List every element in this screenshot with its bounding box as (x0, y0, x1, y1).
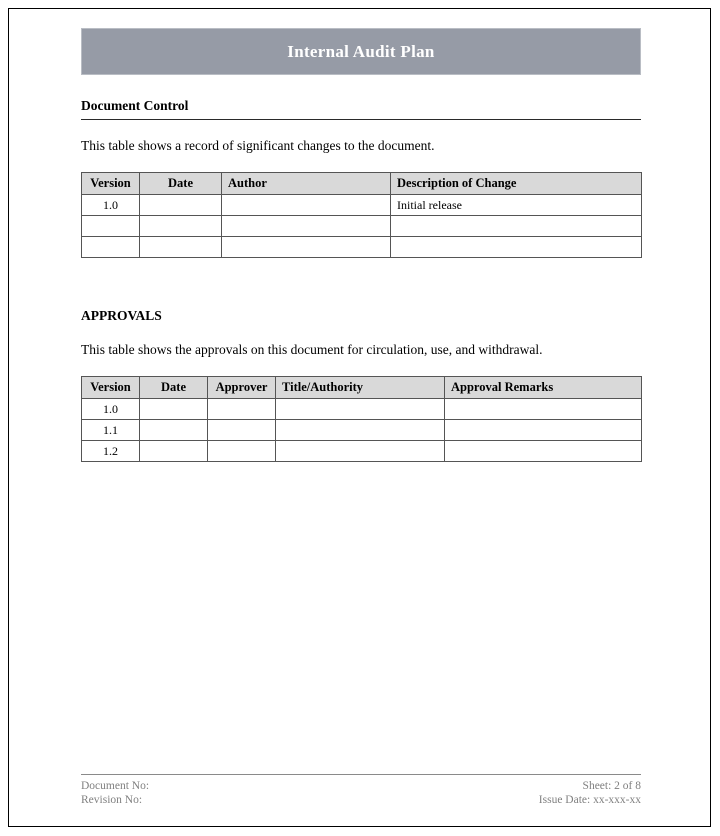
column-header-description: Description of Change (391, 173, 642, 195)
cell-approver[interactable] (208, 399, 276, 420)
document-page (8, 8, 711, 827)
cell-date[interactable] (140, 237, 222, 258)
cell-date[interactable] (140, 216, 222, 237)
cell-author[interactable] (222, 195, 391, 216)
table-header-row (82, 377, 642, 399)
cell-version[interactable] (82, 237, 140, 258)
approvals-table (81, 376, 642, 462)
footer-left-block (81, 779, 149, 807)
footer-sheet-number: Sheet: 2 of 8 (582, 780, 641, 792)
cell-author[interactable] (222, 216, 391, 237)
section-heading-document-control: Document Control (81, 97, 641, 120)
footer-divider (81, 774, 641, 775)
table-row (82, 441, 642, 462)
cell-version[interactable]: 1.0 (82, 195, 140, 216)
column-header-author: Author (222, 173, 391, 195)
cell-description[interactable] (391, 237, 642, 258)
column-header-version: Version (82, 377, 140, 399)
document-control-table (81, 172, 642, 258)
cell-description[interactable] (391, 216, 642, 237)
cell-date[interactable] (140, 420, 208, 441)
cell-approval-remarks[interactable] (445, 420, 642, 441)
cell-title-authority[interactable] (276, 441, 445, 462)
cell-version[interactable]: 1.2 (82, 441, 140, 462)
footer-right-block (539, 779, 641, 807)
cell-approval-remarks[interactable] (445, 441, 642, 462)
table-row (82, 195, 642, 216)
footer-issue-date: Issue Date: xx-xxx-xx (538, 794, 641, 806)
cell-author[interactable] (222, 237, 391, 258)
cell-version[interactable] (82, 216, 140, 237)
table-header-row (82, 173, 642, 195)
column-header-date: Date (140, 173, 222, 195)
cell-approval-remarks[interactable] (445, 399, 642, 420)
cell-date[interactable] (140, 399, 208, 420)
page-title: Internal Audit Plan (287, 41, 435, 61)
cell-approver[interactable] (208, 441, 276, 462)
cell-description[interactable]: Initial release (391, 195, 642, 216)
table-row (82, 399, 642, 420)
document-control-intro-text: This table shows a record of significant changes to the document. (81, 138, 435, 153)
table-row (82, 420, 642, 441)
table-row (82, 237, 642, 258)
document-title-banner (81, 28, 641, 75)
cell-title-authority[interactable] (276, 420, 445, 441)
section-heading-approvals: APPROVALS (81, 308, 162, 323)
footer-revision-no: Revision No: (81, 794, 143, 806)
cell-version[interactable]: 1.0 (82, 399, 140, 420)
column-header-version: Version (82, 173, 140, 195)
page-footer (81, 774, 641, 807)
cell-date[interactable] (140, 441, 208, 462)
cell-date[interactable] (140, 195, 222, 216)
footer-document-no: Document No: (81, 780, 150, 792)
cell-title-authority[interactable] (276, 399, 445, 420)
page-content (81, 28, 641, 808)
column-header-approver: Approver (208, 377, 276, 399)
column-header-approval-remarks: Approval Remarks (445, 377, 642, 399)
cell-version[interactable]: 1.1 (82, 420, 140, 441)
table-row (82, 216, 642, 237)
column-header-date: Date (140, 377, 208, 399)
column-header-title-authority: Title/Authority (276, 377, 445, 399)
approvals-intro-text: This table shows the approvals on this document for circulation, use, and withdrawal. (81, 342, 543, 357)
cell-approver[interactable] (208, 420, 276, 441)
